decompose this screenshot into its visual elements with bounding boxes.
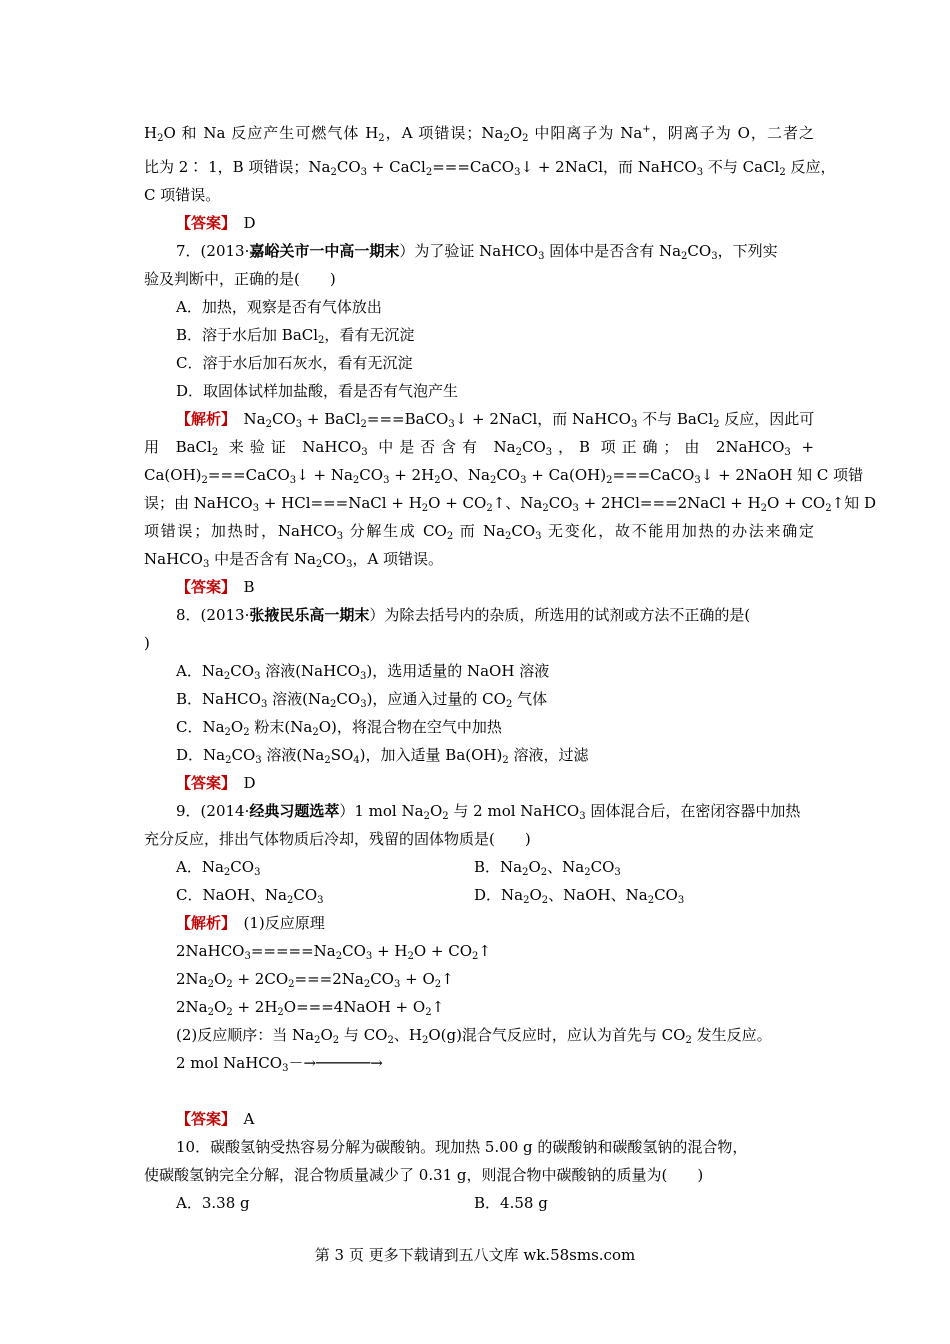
answer-line [176, 576, 846, 598]
analysis-line: 【解析】 $Na_2CO_3$ + BaCl$_2$===BaCO$_3$↓ + 2NaCl，而 NaHCO$_3$ 不与 BaCl$_2$ 反应，因此可 [176, 410, 815, 430]
answer-label: 【答案】 [176, 214, 229, 232]
reaction-arrow-line: 2 mol NaHCO$_3$－→──────→ [176, 1054, 383, 1074]
option-c: C．$Na_2O_2$ 粉末$(Na_2O)$，将混合物在空气中加热 [176, 718, 502, 738]
page-footer: 第 3 页 更多下载请到五八文库 wk.58sms.com [314, 1246, 636, 1264]
equation-2: $2Na_2O_2 + 2CO_2===2Na_2CO_3$ + $O_2↑$ [176, 970, 454, 990]
option-d: D．$Na_2CO_3$ 溶液$(Na_2SO_4)$，加入适量 $Ba(OH)_2$ 溶液，过滤 [176, 746, 589, 766]
question-8-stem-cont: ) [144, 634, 150, 652]
answer-line [176, 212, 846, 234]
question-10-stem: 10．碳酸氢钠受热容易分解为碳酸钠。现加热 5.00 g 的碳酸钠和碳酸氢钠的混合物， [176, 1138, 748, 1156]
analysis-line: 用 BaCl$_2$ 来验证 NaHCO$_3$ 中是否含有 $Na_2CO_3$，B 项正确；由 2NaHCO$_3$ + [144, 438, 815, 458]
solution-line: 比为 2∶ 1，B 项错误；$Na_2CO_3$ + CaCl$_2$===CaCO$_3$↓ + 2NaCl，而 NaHCO$_3$ 不与 CaCl$_2$ 反应， [144, 158, 836, 178]
analysis-line: 误；由 NaHCO$_3$ + HCl===NaCl + $H_2O$ + $CO_2↑$、$Na_2CO_3$ + 2HCl===2NaCl + $H_2O$ + $CO_2↑$知 D [144, 494, 876, 514]
analysis-label: 【解析】 [176, 410, 229, 428]
option-b: B．$Na_2O_2$、$Na_2CO_3$ [474, 858, 621, 878]
question-source: 张掖民乐高一期末 [249, 606, 370, 624]
option-c: C．NaOH、$Na_2CO_3$ [176, 886, 324, 906]
option-d: D．取固体试样加盐酸，看是否有气泡产生 [176, 382, 459, 400]
question-9-stem-cont: 充分反应，排出气体物质后冷却，残留的固体物质是( ) [144, 830, 531, 848]
option-a: A．$Na_2CO_3$ [176, 858, 261, 878]
answer-label: 【答案】 [176, 774, 229, 792]
option-a: A．$Na_2CO_3$ 溶液(NaHCO$_3$)，选用适量的 NaOH 溶液 [176, 662, 550, 682]
question-9-stem: 9．(2014·经典习题选萃）1 mol $Na_2O_2$ 与 2 mol NaHCO$_3$ 固体混合后，在密闭容器中加热 [176, 802, 801, 822]
answer-line [176, 1108, 846, 1130]
question-7-stem-cont: 验及判断中，正确的是( ) [144, 270, 336, 288]
option-a: A．3.38 g [176, 1194, 250, 1212]
analysis-line: 【解析】 (1)反应原理 [176, 914, 325, 932]
option-c: C．溶于水后加石灰水，看有无沉淀 [176, 354, 413, 372]
question-7-stem: 7．(2013·嘉峪关市一中高一期末）为了验证 NaHCO$_3$ 固体中是否含有 $Na_2CO_3$，下列实 [176, 242, 778, 262]
analysis-line: NaHCO$_3$ 中是否含有 $Na_2CO_3$，A 项错误。 [144, 550, 444, 570]
option-a: A．加热，观察是否有气体放出 [176, 298, 382, 316]
solution-line: $H_2O$ 和 Na 反应产生可燃气体 $H_2$，A 项错误；$Na_2O_2$ 中阳离子为 Na+，阴离子为 O，二者之 [144, 124, 814, 144]
question-10-stem-cont: 使碳酸氢钠完全分解，混合物质量减少了 0.31 g，则混合物中碳酸钠的质量为( ) [144, 1166, 704, 1184]
answer-label: 【答案】 [176, 578, 229, 596]
answer-value: A [243, 1110, 255, 1128]
answer-value: D [243, 214, 256, 232]
question-8-stem: 8．(2013·张掖民乐高一期末）为除去括号内的杂质，所选用的试剂或方法不正确的是( [176, 606, 751, 624]
answer-line [176, 772, 846, 794]
option-d: D．$Na_2O_2$、NaOH、$Na_2CO_3$ [474, 886, 685, 906]
option-b: B．NaHCO$_3$ 溶液$(Na_2CO_3)$，应通入过量的 $CO_2$ 气体 [176, 690, 548, 710]
question-source: 经典习题选萃 [249, 802, 340, 820]
analysis-label: 【解析】 [176, 914, 229, 932]
question-source: 嘉峪关市一中高一期末 [249, 242, 400, 260]
solution-line: C 项错误。 [144, 186, 221, 204]
analysis-line: 项错误；加热时，NaHCO$_3$ 分解生成 $CO_2$ 而 $Na_2CO_3$ 无变化，故不能用加热的办法来确定 [144, 522, 814, 542]
option-b: B．溶于水后加 BaCl$_2$，看有无沉淀 [176, 326, 415, 346]
answer-value: D [243, 774, 256, 792]
analysis-line: $Ca(OH)_2===CaCO_3↓ + Na_2CO_3 + 2H_2O$、$Na_2CO_3$ + $Ca(OH)_2===CaCO_3↓$ + 2NaOH 知 C 项错 [144, 466, 864, 486]
option-b: B．4.58 g [474, 1194, 548, 1212]
answer-label: 【答案】 [176, 1110, 229, 1128]
analysis-line: (2)反应顺序：当 $Na_2O_2$ 与 $CO_2$、$H_2O(g)$混合气反应时，应认为首先与 $CO_2$ 发生反应。 [176, 1026, 772, 1046]
equation-3: $2Na_2O_2$ + $2H_2O===4NaOH$ + $O_2↑$ [176, 998, 445, 1018]
answer-value: B [243, 578, 255, 596]
equation-1: $2NaHCO_3=====Na_2CO_3 + H_2O$ + $CO_2↑$ [176, 942, 491, 962]
